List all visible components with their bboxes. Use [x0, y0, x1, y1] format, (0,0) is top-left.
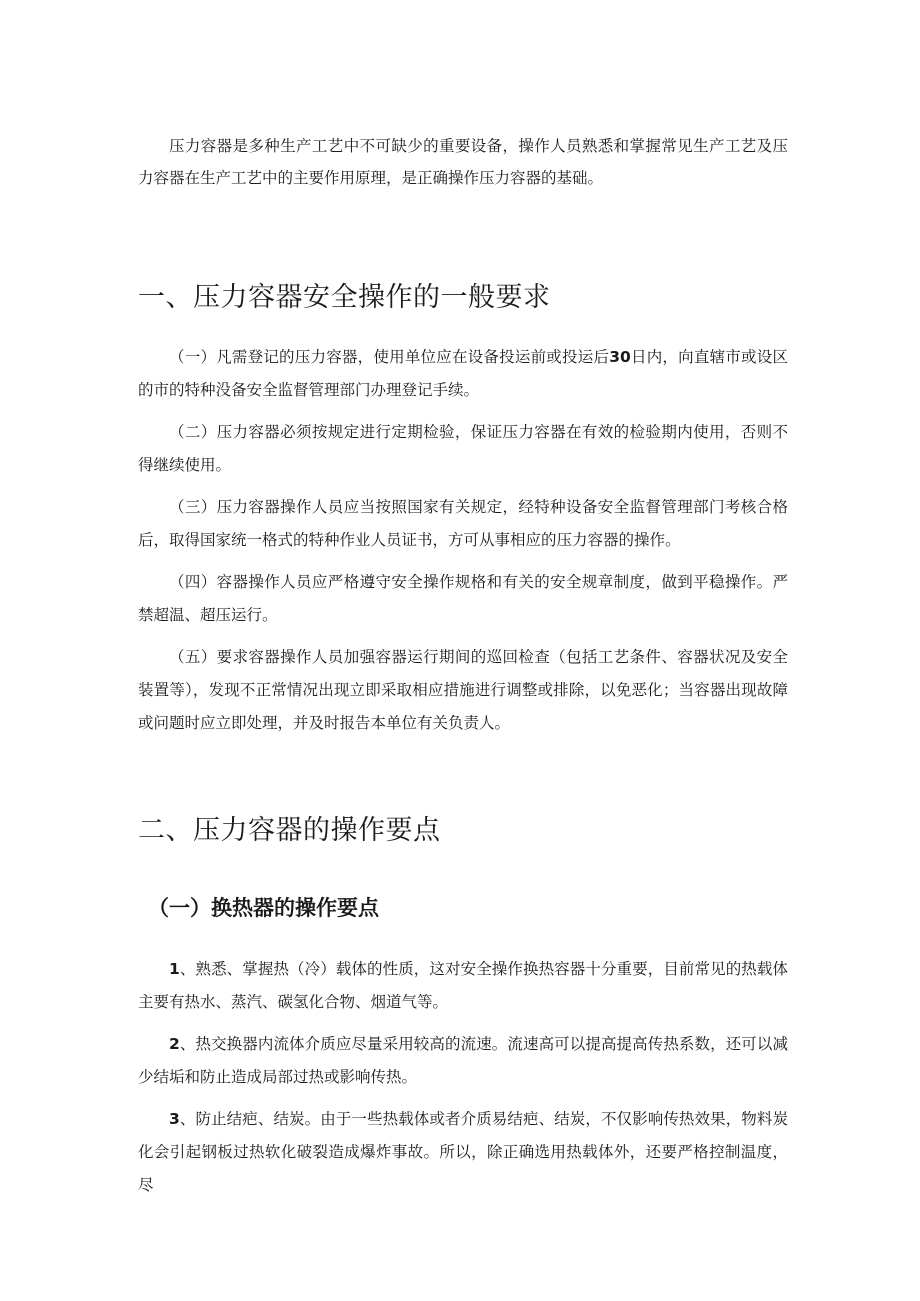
section-1-item-4: （四）容器操作人员应严格遵守安全操作规格和有关的安全规章制度，做到平稳操作。严禁超温、超压运行。 [138, 573, 788, 624]
item-1-day-count: 30 [609, 348, 631, 366]
section-1-item-1 [138, 341, 788, 407]
intro-paragraph: 压力容器是多种生产工艺中不可缺少的重要设备，操作人员熟悉和掌握常见生产工艺及压力容器在生产工艺中的主要作用原理，是正确操作压力容器的基础。 [138, 137, 788, 187]
section-1-item-3: （三）压力容器操作人员应当按照国家有关规定，经特种设备安全监督管理部门考核合格后，取得国家统一格式的特种作业人员证书，方可从事相应的压力容器的操作。 [138, 498, 788, 549]
subsection-1-heading: （一）换热器的操作要点 [148, 896, 379, 920]
item-1-text-after: 日内，向直辖市或设区的市的特种没备安全监督管理部门办理登记手续。 [138, 348, 788, 399]
section-2-heading: 二、压力容器的操作要点 [138, 815, 441, 846]
item-1-text-before: （一）凡需登记的压力容器，使用单位应在设备投运前或投运后 [169, 348, 610, 366]
item-text: 、防止结疤、结炭。由于一些热载体或者介质易结疤、结炭，不仅影响传热效果，物料炭化会引起钢板过热软化破裂造成爆炸事故。所以，除正确选用热载体外，还要严格控制温度，尽 [138, 1110, 788, 1194]
subsection-1-body [138, 953, 788, 1211]
subsection-1-item-1 [138, 953, 788, 1019]
section-1-item-5: （五）要求容器操作人员加强容器运行期间的巡回检查（包括工艺条件、容器状况及安全装置等），发现不正常情况出现立即采取相应措施进行调整或排除，以免恶化；当容器出现故障或问题时应立即处理，并及时报告本单位有关负责人。 [138, 648, 788, 732]
subsection-1-item-2 [138, 1028, 788, 1094]
subsection-1-item-3 [138, 1103, 788, 1202]
section-1-item-2: （二）压力容器必须按规定进行定期检验，保证压力容器在有效的检验期内使用，否则不得继续使用。 [138, 423, 788, 474]
item-number: 1 [169, 960, 180, 978]
section-1-heading: 一、压力容器安全操作的一般要求 [138, 282, 551, 313]
section-1-body [138, 341, 788, 749]
item-text: 、熟悉、掌握热（冷）载体的性质，这对安全操作换热容器十分重要，目前常见的热载体主要有热水、蒸汽、碳氢化合物、烟道气等。 [138, 960, 788, 1011]
item-number: 2 [169, 1035, 180, 1053]
item-text: 、热交换器内流体介质应尽量采用较高的流速。流速高可以提高提高传热系数，还可以减少结垢和防止造成局部过热或影响传热。 [138, 1035, 788, 1086]
item-number: 3 [169, 1110, 180, 1128]
